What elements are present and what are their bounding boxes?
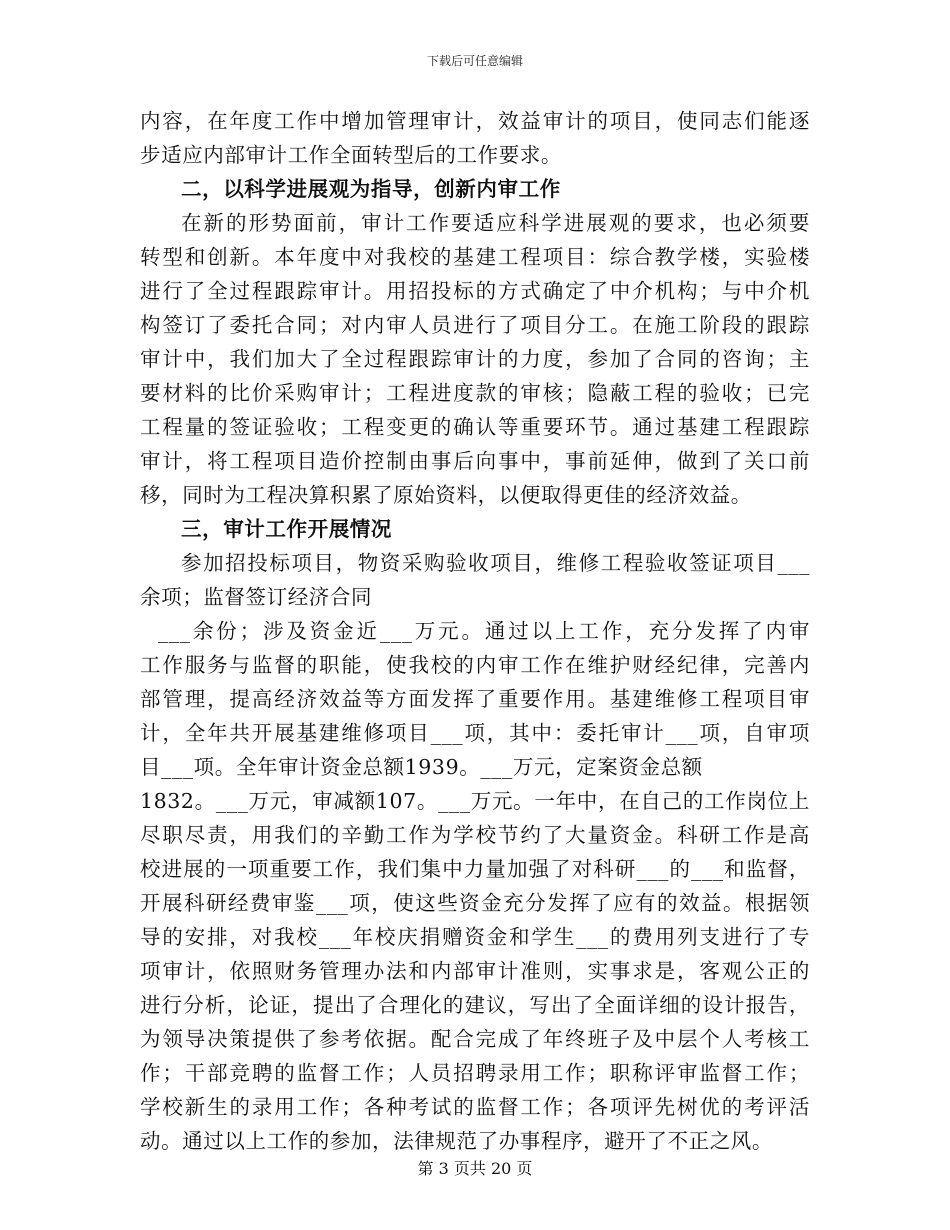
document-body [140,104,810,1158]
text-line: 工程量的签证验收；工程变更的确认等重要环节。通过基建工程跟踪 [140,415,810,439]
text-line: 导的安排，对我校___年校庆捐赠资金和学生___的费用列支进行了专 [140,925,810,949]
page-footer: 第 3 页共 20 页 [417,1159,533,1178]
text-line: 尽职尽责，用我们的辛勤工作为学校节约了大量资金。科研工作是高 [140,823,810,847]
text-line: 审计，将工程项目造价控制由事后向事中，事前延伸，做到了关口前 [140,449,810,473]
text-line: 在新的形势面前，审计工作要适应科学进展观的要求，也必须要 [181,211,810,235]
page-header: 下载后可任意编辑 [426,54,523,68]
text-line: 学校新生的录用工作；各种考试的监督工作；各项评先树优的考评活 [140,1095,810,1119]
text-line: 计，全年共开展基建维修项目___项，其中：委托审计___项，自审项 [140,721,810,745]
text-line: 校进展的一项重要工作，我们集中力量加强了对科研___的___和监督， [140,857,810,881]
section-heading: 三，审计工作开展情况 [181,517,392,541]
text-line: 工作服务与监督的职能，使我校的内审工作在维护财经纪律，完善内 [140,653,810,677]
text-line: 为领导决策提供了参考依据。配合完成了年终班子及中层个人考核工 [140,1027,810,1051]
text-line: 目___项。全年审计资金总额1939。___万元，定案资金总额 [140,755,703,779]
text-line: 项审计，依照财务管理办法和内部审计准则，实事求是，客观公正的 [140,959,810,983]
text-line: 步适应内部审计工作全面转型后的工作要求。 [140,143,562,167]
text-line: 构签订了委托合同；对内审人员进行了项目分工。在施工阶段的跟踪 [140,313,810,337]
section-heading: 二，以科学进展观为指导，创新内审工作 [181,177,561,201]
text-line: 内容，在年度工作中增加管理审计，效益审计的项目，使同志们能逐 [140,109,810,133]
text-line: 部管理，提高经济效益等方面发挥了重要作用。基建维修工程项目审 [140,687,810,711]
text-line: 进行分析，论证，提出了合理化的建议，写出了全面详细的设计报告， [140,993,810,1017]
text-line: 审计中，我们加大了全过程跟踪审计的力度，参加了合同的咨询；主 [140,347,810,371]
text-line: ___余份；涉及资金近___万元。通过以上工作，充分发挥了内审 [158,619,810,643]
text-line: 进行了全过程跟踪审计。用招投标的方式确定了中介机构；与中介机 [140,279,810,303]
text-line: 动。通过以上工作的参加，法律规范了办事程序，避开了不正之风。 [140,1129,773,1153]
text-line: 作；干部竞聘的监督工作；人员招聘录用工作；职称评审监督工作； [140,1061,810,1085]
text-line: 要材料的比价采购审计；工程进度款的审核；隐蔽工程的验收；已完 [140,381,810,405]
text-line: 转型和创新。本年度中对我校的基建工程项目：综合教学楼，实验楼 [140,245,810,269]
text-line: 余项；监督签订经济合同 [140,585,373,609]
text-line: 1832。___万元，审减额107。___万元。一年中，在自己的工作岗位上 [140,789,810,813]
text-line: 参加招投标项目，物资采购验收项目，维修工程验收签证项目___ [181,551,810,575]
text-line: 开展科研经费审鉴___项，使这些资金充分发挥了应有的效益。根据领 [140,891,810,915]
text-line: 移，同时为工程决算积累了原始资料，以便取得更佳的经济效益。 [140,483,752,507]
